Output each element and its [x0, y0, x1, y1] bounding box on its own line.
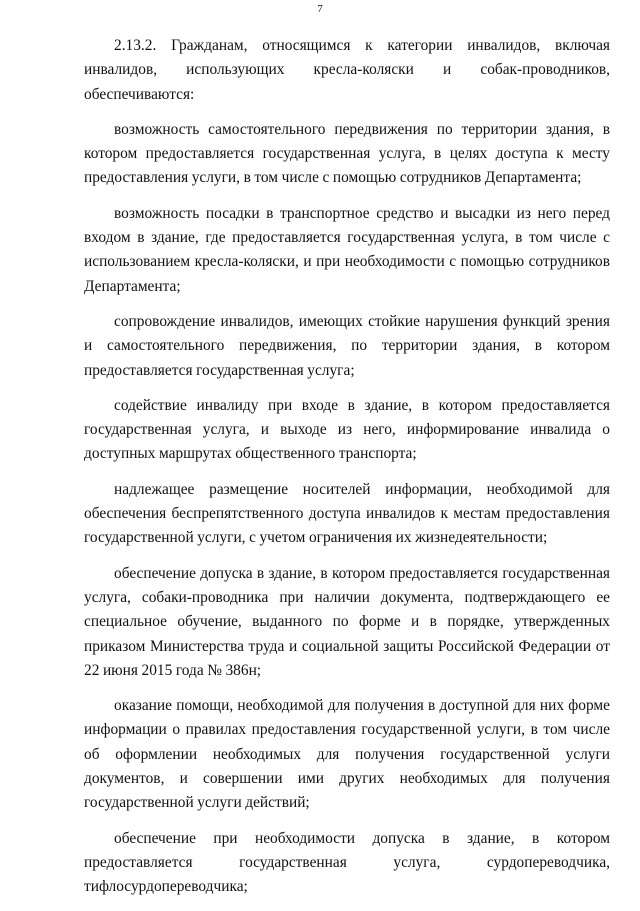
- paragraph-2-13-2: 2.13.2. Гражданам, относящимся к категории инвалидов, включая инвалидов, использующих кресла-коляски и собак-проводников, обеспечиваются:: [84, 37, 610, 103]
- paragraph-guide-dog-admission: обеспечение допуска в здание, в котором предоставляется государственная услуга, собаки-проводника при наличии документа, подтверждающего ее специальное обучение, выданного по форме и в порядке, утвержденных приказом Министерства труда и социальной защиты Российской Федерации от 22 июня 2015 года № 386н;: [84, 564, 610, 679]
- paragraph-assistance-info: оказание помощи, необходимой для получения в доступной для них форме информации о правилах предоставления государственной услуги, в том числе об оформлении необходимых для получения государственной услуги документов, и совершении ими других необходимых для получения государственной услуги действий;: [84, 697, 610, 812]
- paragraph-movement-in-building: возможность самостоятельного передвижения по территории здания, в котором предоставляется государственная услуга, в целях доступа к месту предоставления услуги, в том числе с помощью сотрудников Департамента;: [84, 120, 610, 187]
- paragraph-escort: сопровождение инвалидов, имеющих стойкие нарушения функций зрения и самостоятельного передвижения, по территории здания, в котором предоставляется государственная услуга;: [84, 312, 610, 379]
- document-body: [84, 34, 610, 911]
- page-number: 7: [317, 3, 323, 15]
- paragraph-vehicle-boarding: возможность посадки в транспортное средство и высадки из него перед входом в здание, где предоставляется государственная услуга, в том числе с использованием кресла-коляски, и при необходимости с помощью сотрудников Департамента;: [84, 204, 610, 295]
- paragraph-information-placement: надлежащее размещение носителей информации, необходимой для обеспечения беспрепятственного доступа инвалидов к местам предоставления государственной услуги, с учетом ограничения их жизнедеятельности;: [84, 480, 610, 547]
- paragraph-interpreter-admission: обеспечение при необходимости допуска в здание, в котором предоставляется государственная услуга, сурдопереводчика, тифлосурдопереводчика;: [84, 829, 610, 896]
- paragraph-entry-assistance: содействие инвалиду при входе в здание, в котором предоставляется государственная услуга, и выходе из него, информирование инвалида о доступных маршрутах общественного транспорта;: [84, 396, 610, 463]
